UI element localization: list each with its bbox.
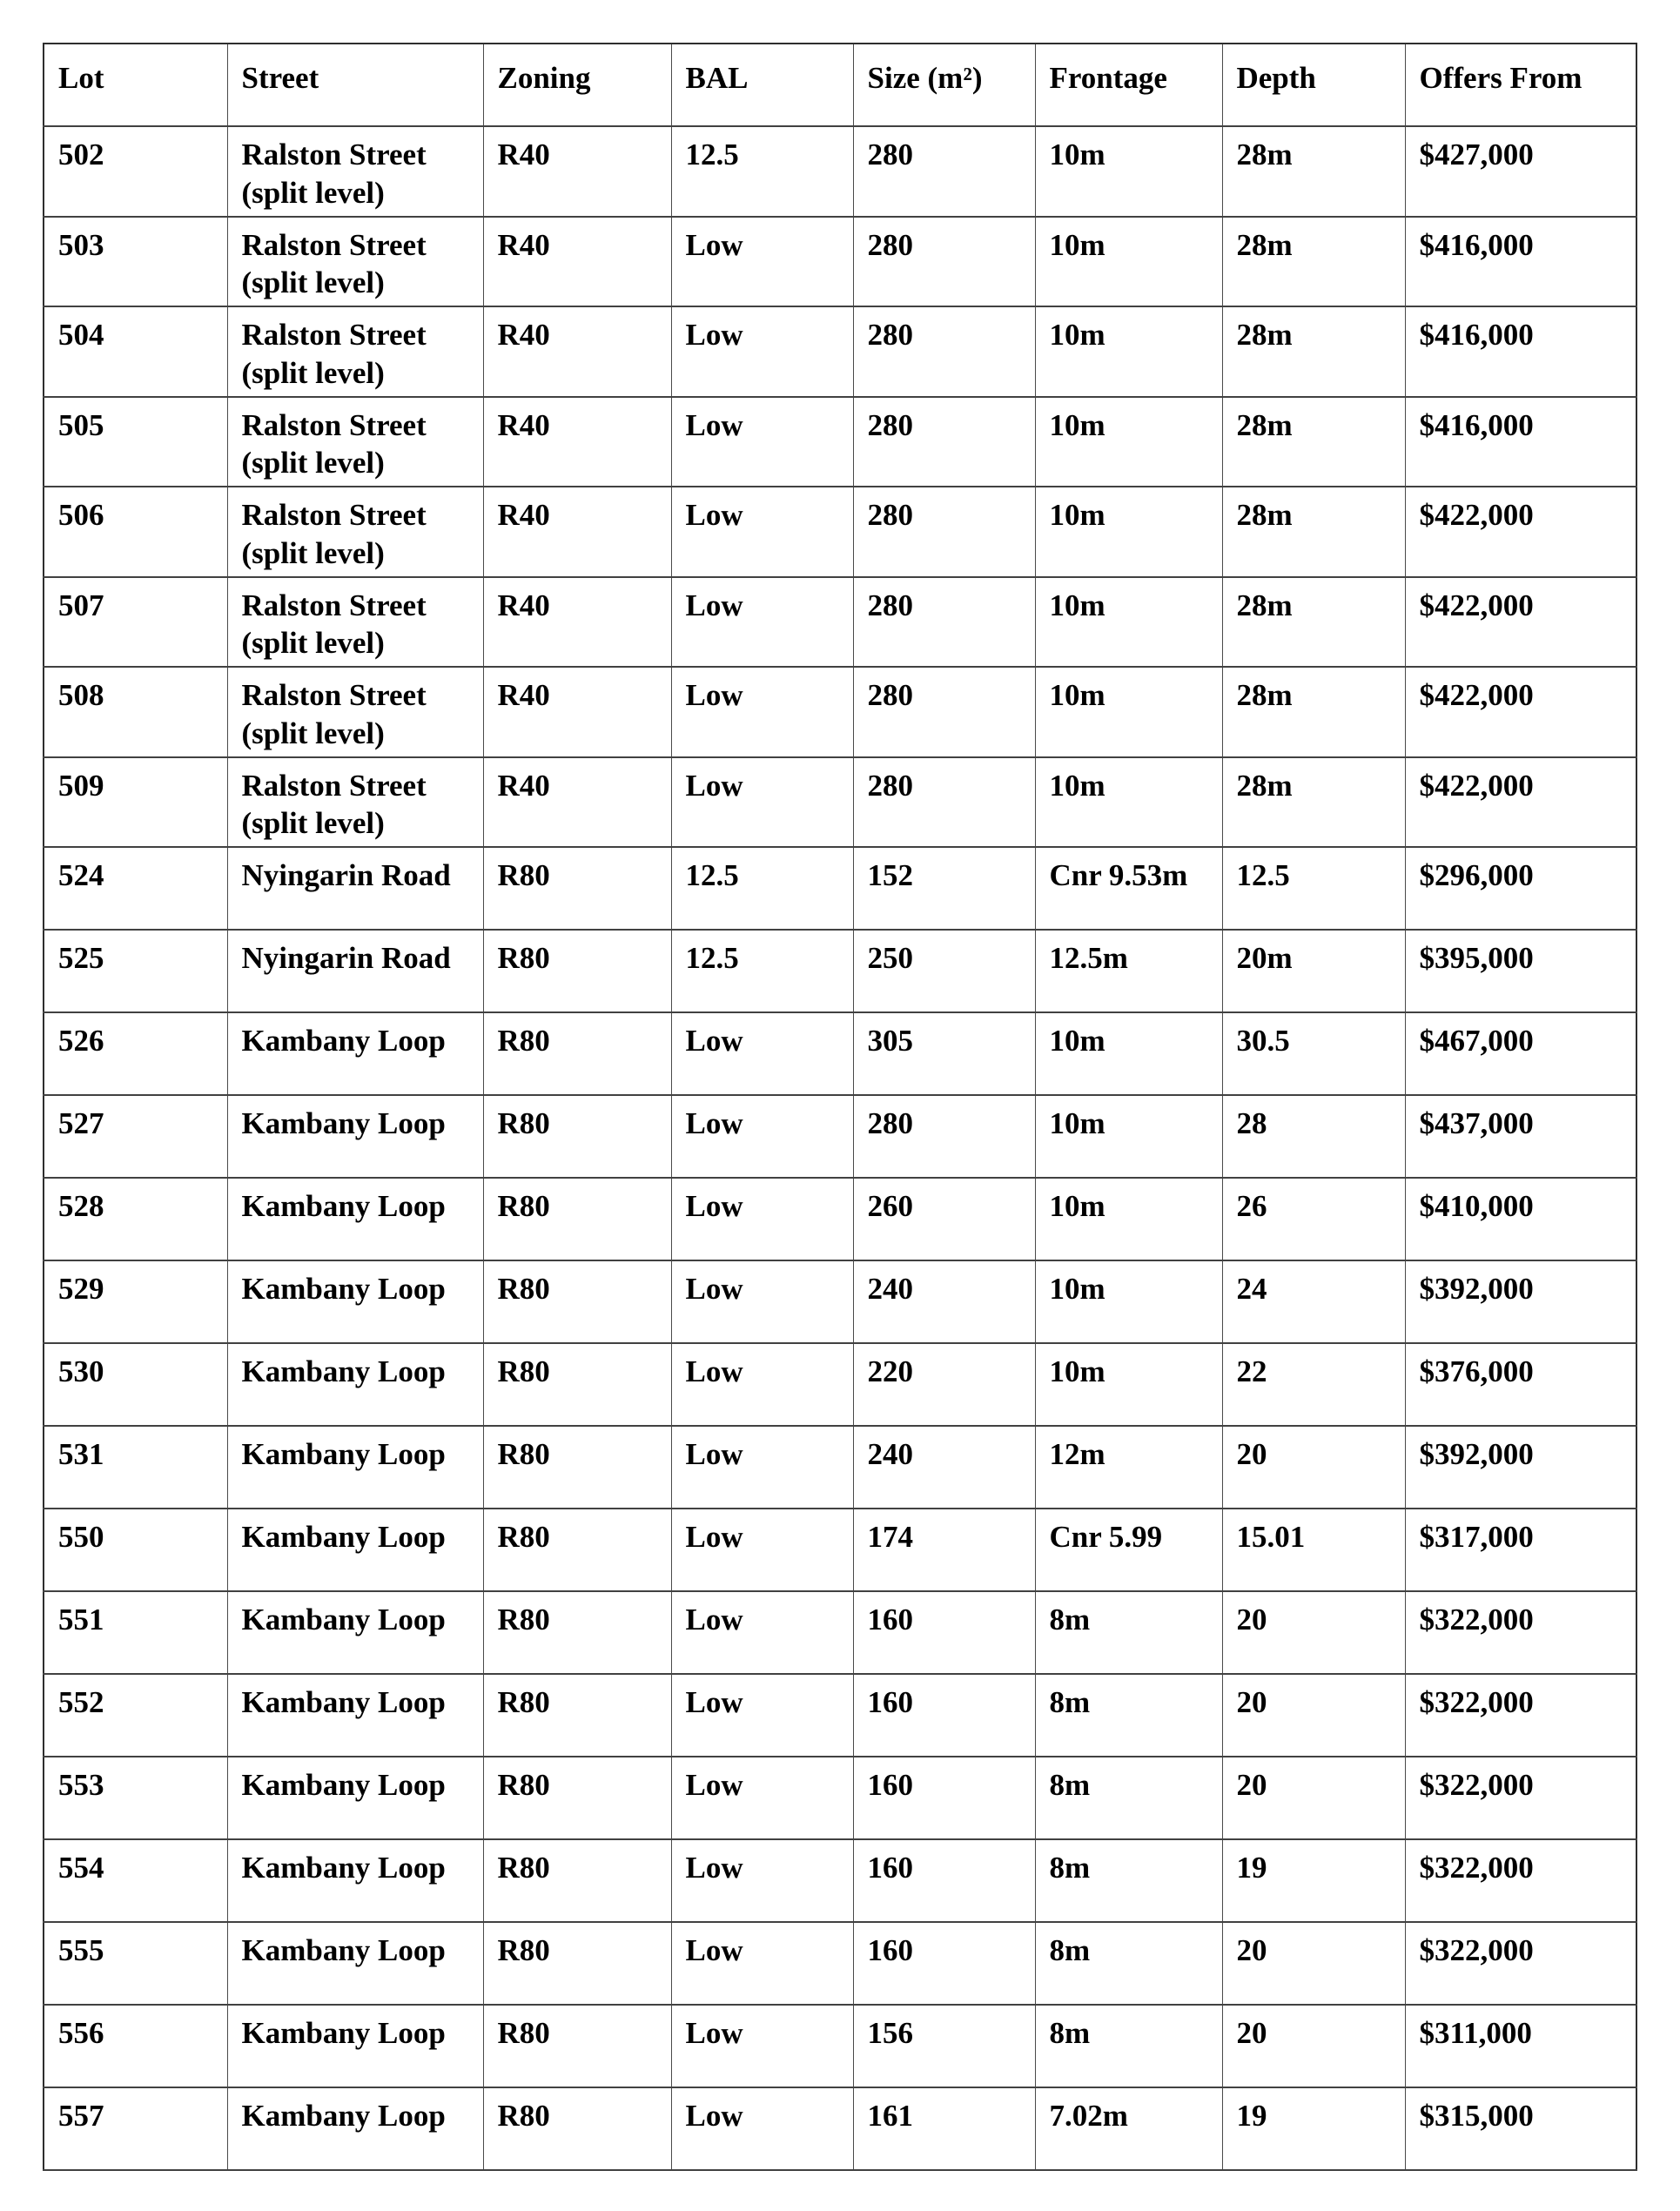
cell-depth: 20 — [1222, 1674, 1405, 1757]
cell-street: Kambany Loop — [227, 1591, 483, 1674]
table-header-row — [44, 44, 1636, 126]
cell-size: 152 — [853, 847, 1035, 930]
cell-lot: 506 — [44, 487, 227, 577]
cell-offers: $322,000 — [1405, 1674, 1636, 1757]
cell-street: Ralston Street (split level) — [227, 126, 483, 217]
cell-bal: Low — [671, 577, 853, 668]
cell-bal: Low — [671, 1343, 853, 1426]
cell-lot: 502 — [44, 126, 227, 217]
table-row — [44, 847, 1636, 930]
cell-zoning: R80 — [483, 1757, 671, 1839]
column-header-depth: Depth — [1222, 44, 1405, 126]
cell-depth: 12.5 — [1222, 847, 1405, 930]
cell-offers: $392,000 — [1405, 1426, 1636, 1509]
cell-street: Ralston Street (split level) — [227, 757, 483, 848]
column-header-size: Size (m²) — [853, 44, 1035, 126]
cell-street: Kambany Loop — [227, 1260, 483, 1343]
cell-size: 280 — [853, 667, 1035, 757]
cell-street: Kambany Loop — [227, 1343, 483, 1426]
cell-lot: 525 — [44, 930, 227, 1012]
cell-offers: $437,000 — [1405, 1095, 1636, 1178]
cell-depth: 28m — [1222, 667, 1405, 757]
cell-zoning: R80 — [483, 1178, 671, 1260]
cell-size: 174 — [853, 1509, 1035, 1591]
cell-bal: Low — [671, 487, 853, 577]
table-row — [44, 1178, 1636, 1260]
cell-frontage: 12m — [1035, 1426, 1222, 1509]
cell-frontage: 10m — [1035, 1343, 1222, 1426]
cell-zoning: R80 — [483, 2005, 671, 2087]
cell-zoning: R40 — [483, 487, 671, 577]
cell-frontage: 10m — [1035, 397, 1222, 487]
cell-size: 260 — [853, 1178, 1035, 1260]
cell-zoning: R80 — [483, 1509, 671, 1591]
cell-frontage: 10m — [1035, 757, 1222, 848]
cell-lot: 524 — [44, 847, 227, 930]
cell-bal: Low — [671, 757, 853, 848]
cell-bal: Low — [671, 217, 853, 307]
cell-frontage: 8m — [1035, 1591, 1222, 1674]
cell-lot: 528 — [44, 1178, 227, 1260]
cell-zoning: R40 — [483, 126, 671, 217]
cell-offers: $467,000 — [1405, 1012, 1636, 1095]
cell-bal: Low — [671, 1178, 853, 1260]
cell-bal: 12.5 — [671, 930, 853, 1012]
cell-bal: 12.5 — [671, 126, 853, 217]
cell-street: Kambany Loop — [227, 2087, 483, 2170]
cell-zoning: R40 — [483, 577, 671, 668]
cell-zoning: R80 — [483, 1591, 671, 1674]
cell-zoning: R80 — [483, 1095, 671, 1178]
cell-size: 160 — [853, 1757, 1035, 1839]
table-row — [44, 1922, 1636, 2005]
cell-offers: $392,000 — [1405, 1260, 1636, 1343]
cell-depth: 28m — [1222, 577, 1405, 668]
cell-lot: 529 — [44, 1260, 227, 1343]
cell-frontage: 10m — [1035, 1012, 1222, 1095]
cell-frontage: 8m — [1035, 1922, 1222, 2005]
table-row — [44, 667, 1636, 757]
cell-bal: Low — [671, 2005, 853, 2087]
cell-size: 161 — [853, 2087, 1035, 2170]
cell-bal: Low — [671, 1509, 853, 1591]
table-row — [44, 306, 1636, 397]
table-row — [44, 1343, 1636, 1426]
table-row — [44, 1674, 1636, 1757]
cell-zoning: R80 — [483, 847, 671, 930]
cell-zoning: R80 — [483, 1839, 671, 1922]
cell-depth: 28m — [1222, 126, 1405, 217]
table-row — [44, 487, 1636, 577]
table-row — [44, 757, 1636, 848]
cell-size: 250 — [853, 930, 1035, 1012]
cell-street: Nyingarin Road — [227, 930, 483, 1012]
cell-street: Kambany Loop — [227, 1012, 483, 1095]
table-row — [44, 930, 1636, 1012]
cell-offers: $416,000 — [1405, 397, 1636, 487]
table-row — [44, 1839, 1636, 1922]
cell-lot: 553 — [44, 1757, 227, 1839]
cell-offers: $395,000 — [1405, 930, 1636, 1012]
cell-depth: 28m — [1222, 217, 1405, 307]
cell-lot: 527 — [44, 1095, 227, 1178]
cell-street: Kambany Loop — [227, 1509, 483, 1591]
table-row — [44, 2005, 1636, 2087]
cell-size: 156 — [853, 2005, 1035, 2087]
cell-zoning: R40 — [483, 217, 671, 307]
cell-lot: 550 — [44, 1509, 227, 1591]
cell-zoning: R40 — [483, 757, 671, 848]
cell-bal: 12.5 — [671, 847, 853, 930]
cell-street: Ralston Street (split level) — [227, 577, 483, 668]
cell-zoning: R40 — [483, 306, 671, 397]
cell-street: Kambany Loop — [227, 1922, 483, 2005]
cell-offers: $311,000 — [1405, 2005, 1636, 2087]
cell-zoning: R80 — [483, 1260, 671, 1343]
cell-offers: $422,000 — [1405, 757, 1636, 848]
cell-frontage: 8m — [1035, 1839, 1222, 1922]
cell-frontage: 10m — [1035, 577, 1222, 668]
cell-size: 160 — [853, 1922, 1035, 2005]
cell-size: 280 — [853, 1095, 1035, 1178]
cell-frontage: 10m — [1035, 1260, 1222, 1343]
cell-zoning: R40 — [483, 397, 671, 487]
cell-depth: 20 — [1222, 1757, 1405, 1839]
cell-size: 305 — [853, 1012, 1035, 1095]
table-row — [44, 1012, 1636, 1095]
cell-offers: $322,000 — [1405, 1839, 1636, 1922]
cell-frontage: 8m — [1035, 2005, 1222, 2087]
cell-frontage: 12.5m — [1035, 930, 1222, 1012]
cell-frontage: 10m — [1035, 306, 1222, 397]
cell-size: 160 — [853, 1839, 1035, 1922]
cell-bal: Low — [671, 667, 853, 757]
cell-offers: $322,000 — [1405, 1591, 1636, 1674]
cell-depth: 24 — [1222, 1260, 1405, 1343]
cell-bal: Low — [671, 1591, 853, 1674]
cell-bal: Low — [671, 1757, 853, 1839]
cell-offers: $317,000 — [1405, 1509, 1636, 1591]
cell-offers: $416,000 — [1405, 217, 1636, 307]
cell-frontage: 8m — [1035, 1757, 1222, 1839]
cell-street: Kambany Loop — [227, 1757, 483, 1839]
table-row — [44, 1095, 1636, 1178]
cell-street: Kambany Loop — [227, 1178, 483, 1260]
cell-offers: $315,000 — [1405, 2087, 1636, 2170]
cell-bal: Low — [671, 1674, 853, 1757]
cell-offers: $422,000 — [1405, 577, 1636, 668]
cell-bal: Low — [671, 1260, 853, 1343]
cell-zoning: R80 — [483, 1674, 671, 1757]
cell-size: 280 — [853, 577, 1035, 668]
cell-depth: 20 — [1222, 2005, 1405, 2087]
cell-size: 240 — [853, 1260, 1035, 1343]
cell-offers: $410,000 — [1405, 1178, 1636, 1260]
table-row — [44, 1757, 1636, 1839]
cell-street: Ralston Street (split level) — [227, 667, 483, 757]
cell-frontage: 10m — [1035, 1178, 1222, 1260]
cell-lot: 530 — [44, 1343, 227, 1426]
column-header-street: Street — [227, 44, 483, 126]
cell-lot: 504 — [44, 306, 227, 397]
cell-depth: 30.5 — [1222, 1012, 1405, 1095]
cell-lot: 526 — [44, 1012, 227, 1095]
column-header-frontage: Frontage — [1035, 44, 1222, 126]
cell-size: 280 — [853, 126, 1035, 217]
cell-lot: 505 — [44, 397, 227, 487]
table-row — [44, 2087, 1636, 2170]
cell-lot: 531 — [44, 1426, 227, 1509]
column-header-bal: BAL — [671, 44, 853, 126]
table-row — [44, 217, 1636, 307]
cell-street: Kambany Loop — [227, 1426, 483, 1509]
document-page — [43, 43, 1637, 2171]
cell-street: Kambany Loop — [227, 2005, 483, 2087]
cell-offers: $296,000 — [1405, 847, 1636, 930]
cell-offers: $422,000 — [1405, 667, 1636, 757]
cell-street: Kambany Loop — [227, 1674, 483, 1757]
cell-bal: Low — [671, 1012, 853, 1095]
cell-lot: 551 — [44, 1591, 227, 1674]
cell-depth: 15.01 — [1222, 1509, 1405, 1591]
cell-zoning: R80 — [483, 1343, 671, 1426]
cell-depth: 20 — [1222, 1591, 1405, 1674]
cell-frontage: 10m — [1035, 1095, 1222, 1178]
cell-lot: 554 — [44, 1839, 227, 1922]
cell-street: Ralston Street (split level) — [227, 306, 483, 397]
cell-depth: 20 — [1222, 1922, 1405, 2005]
cell-offers: $322,000 — [1405, 1757, 1636, 1839]
cell-depth: 19 — [1222, 1839, 1405, 1922]
column-header-zoning: Zoning — [483, 44, 671, 126]
cell-lot: 556 — [44, 2005, 227, 2087]
cell-depth: 20 — [1222, 1426, 1405, 1509]
cell-size: 160 — [853, 1591, 1035, 1674]
cell-lot: 557 — [44, 2087, 227, 2170]
cell-frontage: 10m — [1035, 126, 1222, 217]
cell-offers: $422,000 — [1405, 487, 1636, 577]
column-header-lot: Lot — [44, 44, 227, 126]
cell-bal: Low — [671, 1839, 853, 1922]
table-row — [44, 126, 1636, 217]
table-row — [44, 577, 1636, 668]
cell-size: 240 — [853, 1426, 1035, 1509]
cell-street: Kambany Loop — [227, 1839, 483, 1922]
cell-frontage: 7.02m — [1035, 2087, 1222, 2170]
cell-offers: $427,000 — [1405, 126, 1636, 217]
cell-offers: $322,000 — [1405, 1922, 1636, 2005]
cell-lot: 555 — [44, 1922, 227, 2005]
cell-size: 280 — [853, 217, 1035, 307]
cell-offers: $376,000 — [1405, 1343, 1636, 1426]
table-row — [44, 397, 1636, 487]
cell-frontage: Cnr 9.53m — [1035, 847, 1222, 930]
cell-lot: 507 — [44, 577, 227, 668]
cell-depth: 28 — [1222, 1095, 1405, 1178]
cell-size: 160 — [853, 1674, 1035, 1757]
cell-depth: 20m — [1222, 930, 1405, 1012]
cell-zoning: R40 — [483, 667, 671, 757]
cell-street: Kambany Loop — [227, 1095, 483, 1178]
table-row — [44, 1591, 1636, 1674]
cell-depth: 28m — [1222, 487, 1405, 577]
cell-zoning: R80 — [483, 1922, 671, 2005]
cell-bal: Low — [671, 306, 853, 397]
cell-size: 280 — [853, 306, 1035, 397]
cell-street: Ralston Street (split level) — [227, 397, 483, 487]
table-body — [44, 126, 1636, 2170]
cell-zoning: R80 — [483, 930, 671, 1012]
cell-depth: 19 — [1222, 2087, 1405, 2170]
cell-zoning: R80 — [483, 1012, 671, 1095]
cell-size: 220 — [853, 1343, 1035, 1426]
cell-street: Ralston Street (split level) — [227, 217, 483, 307]
cell-depth: 28m — [1222, 397, 1405, 487]
cell-offers: $416,000 — [1405, 306, 1636, 397]
cell-bal: Low — [671, 1095, 853, 1178]
table-row — [44, 1426, 1636, 1509]
cell-size: 280 — [853, 487, 1035, 577]
lots-price-table — [43, 43, 1637, 2171]
cell-zoning: R80 — [483, 2087, 671, 2170]
cell-bal: Low — [671, 1922, 853, 2005]
cell-lot: 508 — [44, 667, 227, 757]
cell-bal: Low — [671, 2087, 853, 2170]
cell-street: Ralston Street (split level) — [227, 487, 483, 577]
cell-street: Nyingarin Road — [227, 847, 483, 930]
cell-frontage: 8m — [1035, 1674, 1222, 1757]
cell-size: 280 — [853, 397, 1035, 487]
table-row — [44, 1509, 1636, 1591]
cell-depth: 26 — [1222, 1178, 1405, 1260]
cell-zoning: R80 — [483, 1426, 671, 1509]
cell-depth: 22 — [1222, 1343, 1405, 1426]
cell-lot: 552 — [44, 1674, 227, 1757]
cell-frontage: 10m — [1035, 487, 1222, 577]
table-row — [44, 1260, 1636, 1343]
cell-bal: Low — [671, 397, 853, 487]
column-header-offers: Offers From — [1405, 44, 1636, 126]
cell-lot: 503 — [44, 217, 227, 307]
cell-lot: 509 — [44, 757, 227, 848]
cell-frontage: 10m — [1035, 667, 1222, 757]
cell-bal: Low — [671, 1426, 853, 1509]
cell-depth: 28m — [1222, 306, 1405, 397]
cell-frontage: Cnr 5.99 — [1035, 1509, 1222, 1591]
cell-frontage: 10m — [1035, 217, 1222, 307]
cell-size: 280 — [853, 757, 1035, 848]
cell-depth: 28m — [1222, 757, 1405, 848]
